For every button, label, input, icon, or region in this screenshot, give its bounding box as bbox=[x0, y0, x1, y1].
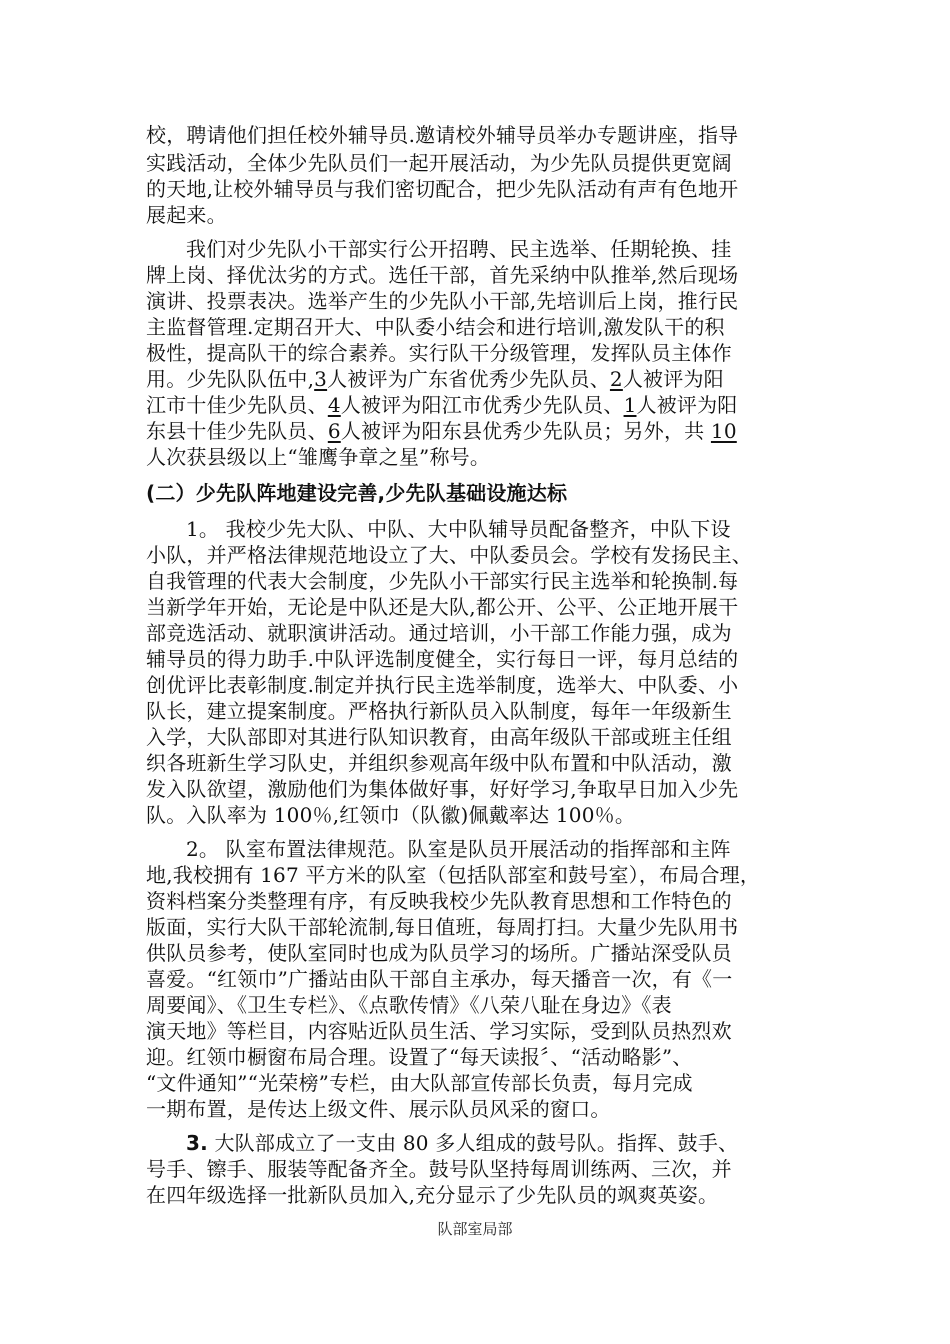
paragraph-line: 一期布置，是传达上级文件、展示队员风采的窗口。 bbox=[146, 1097, 611, 1121]
paragraph-line: 喜爱。“红领巾”广播站由队干部自主承办，每天播音一次，有《一 bbox=[146, 967, 733, 991]
text-run: 用。少先队队伍中, bbox=[146, 367, 315, 391]
text-run: 人被评为阳江市优秀少先队员、 bbox=[340, 393, 624, 417]
paragraph-line bbox=[146, 393, 738, 419]
text-run: 人被评为阳 bbox=[622, 367, 724, 391]
text-run: 人被评为广东省优秀少先队员、 bbox=[327, 367, 610, 391]
paragraph-line: 地,我校拥有 167 平方米的队室（包括队部室和鼓号室），布局合理， bbox=[146, 863, 761, 887]
paragraph-line: 版面，实行大队干部轮流制,每日值班，每周打扫。大量少先队用书 bbox=[146, 915, 739, 939]
underlined-number: 6 bbox=[327, 419, 341, 443]
paragraph-line: 入学，大队部即对其进行队知识教育，由高年级队干部或班主任组 bbox=[146, 725, 732, 749]
text-run: 人被评为阳 bbox=[636, 393, 738, 417]
paragraph-line: 牌上岗、择优汰劣的方式。选任干部，首先采纳中队推举,然后现场 bbox=[146, 263, 739, 287]
text-run: 人被评为阳东县优秀少先队员；另外，共 bbox=[340, 419, 711, 443]
paragraph-line: 发入队欲望，激励他们为集体做好事，好好学习,争取早日加入少先 bbox=[146, 777, 739, 801]
text-run: 江市十佳少先队员、 bbox=[146, 393, 328, 417]
paragraph-line: 部竞选活动、就职演讲活动。通过培训，小干部工作能力强，成为 bbox=[146, 621, 732, 645]
paragraph-line: 供队员参考，使队室同时也成为队员学习的场所。广播站深受队员 bbox=[146, 941, 732, 965]
underlined-number: 3 bbox=[314, 367, 328, 391]
paragraph-line: 迎。红领巾橱窗布局合理。设置了“每天读报〞、“活动略影”、 bbox=[146, 1045, 693, 1069]
underlined-number: 1 bbox=[623, 393, 637, 417]
paragraph-line: 2。 队室布置法律规范。队室是队员开展活动的指挥部和主阵 bbox=[186, 837, 731, 861]
section-heading: (二）少先队阵地建设完善,少先队基础设施达标 bbox=[146, 481, 568, 505]
paragraph-line: 当新学年开始，无论是中队还是大队,都公开、公平、公正地开展干 bbox=[146, 595, 739, 619]
paragraph-line: 创优评比表彰制度.制定并执行民主选举制度，选举大、中队委、小 bbox=[146, 673, 739, 697]
text-run: 大队部成立了一支由 80 多人组成的鼓号队。指挥、鼓手、 bbox=[207, 1131, 739, 1155]
underlined-number: 10 bbox=[710, 419, 737, 443]
paragraph-line: 我们对少先队小干部实行公开招聘、民主选举、任期轮换、挂 bbox=[186, 237, 732, 261]
text-run: 东县十佳少先队员、 bbox=[146, 419, 328, 443]
paragraph-line: 校，聘请他们担任校外辅导员.邀请校外辅导员举办专题讲座，指导 bbox=[146, 123, 739, 147]
paragraph-line: 辅导员的得力助手.中队评选制度健全，实行每日一评，每月总结的 bbox=[146, 647, 739, 671]
paragraph-line: 织各班新生学习队史，并组织参观高年级中队布置和中队活动，激 bbox=[146, 751, 732, 775]
underlined-number: 4 bbox=[327, 393, 341, 417]
paragraph-line: 极性，提高队干的综合素养。实行队干分级管理，发挥队员主体作 bbox=[146, 341, 732, 365]
paragraph-line: 展起来。 bbox=[146, 203, 227, 227]
paragraph-line: 队长，建立提案制度。严格执行新队员入队制度，每年一年级新生 bbox=[146, 699, 732, 723]
paragraph-line: 资料档案分类整理有序，有反映我校少先队教育思想和工作特色的 bbox=[146, 889, 732, 913]
paragraph-line bbox=[146, 367, 724, 393]
paragraph-line: “文件通知”“光荣榜”专栏，由大队部宣传部长负责，每月完成 bbox=[146, 1071, 693, 1095]
paragraph-line: 1。 我校少先大队、中队、大中队辅导员配备整齐，中队下设 bbox=[186, 517, 731, 541]
item-number: 3. bbox=[186, 1131, 208, 1155]
paragraph-line: 在四年级选择一批新队员加入,充分显示了少先队员的飒爽英姿。 bbox=[146, 1183, 719, 1207]
underlined-number: 2 bbox=[609, 367, 623, 391]
paragraph-line: 主监督管理.定期召开大、中队委小结会和进行培训,激发队干的积 bbox=[146, 315, 725, 339]
paragraph-line: 周要闻》、《卫生专栏》、《点歌传情》《八荣八耻在身边》《表 bbox=[146, 993, 672, 1017]
paragraph-line: 队。入队率为 100％,红领巾（队徽)佩戴率达 100％。 bbox=[146, 803, 636, 827]
paragraph-line: 小队，并严格法律规范地设立了大、中队委员会。学校有发扬民主、 bbox=[146, 543, 752, 567]
paragraph-line: 的天地,让校外辅导员与我们密切配合，把少先队活动有声有色地开 bbox=[146, 177, 739, 201]
paragraph-line bbox=[186, 1131, 738, 1157]
paragraph-line: 演讲、投票表决。选举产生的少先队小干部,先培训后上岗，推行民 bbox=[146, 289, 739, 313]
paragraph-line: 号手、镲手、服装等配备齐全。鼓号队坚持每周训练两、三次，并 bbox=[146, 1157, 732, 1181]
paragraph-line bbox=[146, 419, 737, 445]
paragraph-line: 人次获县级以上“雏鹰争章之星”称号。 bbox=[146, 445, 491, 469]
paragraph-line: 自我管理的代表大会制度，少先队小干部实行民主选举和轮换制.每 bbox=[146, 569, 739, 593]
paragraph-line: 实践活动，全体少先队员们一起开展活动，为少先队员提供更宽阔 bbox=[146, 151, 732, 175]
paragraph-line: 演天地》等栏目，内容贴近队员生活、学习实际，受到队员热烈欢 bbox=[146, 1019, 732, 1043]
figure-caption: 队部室局部 bbox=[437, 1220, 513, 1238]
